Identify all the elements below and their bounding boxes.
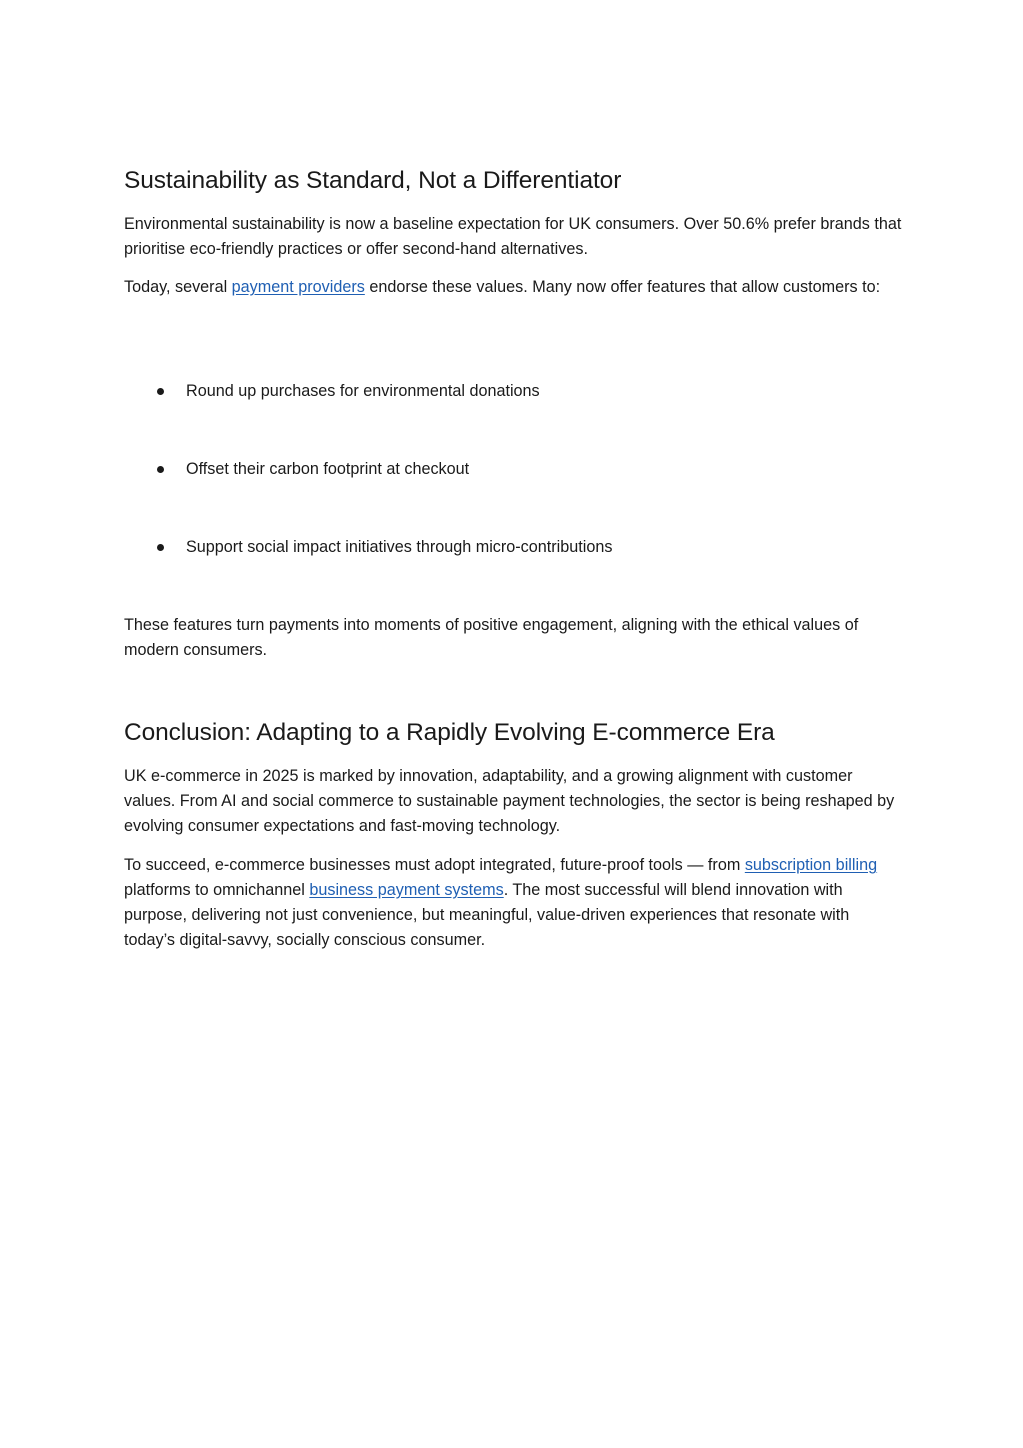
paragraph-text: platforms to omnichannel (124, 881, 310, 899)
business-payment-systems-link[interactable]: business payment systems (309, 881, 504, 899)
success-tools-paragraph (124, 853, 904, 953)
paragraph-text: . The most successful will blend innovation with purpose, delivering not just convenience, but meaningful, value-driven experiences that resonate with today’s digital-savvy, socially conscious consumer. (124, 881, 850, 949)
features-summary-paragraph: These features turn payments into moments of positive engagement, aligning with the ethical values of modern consumers. (124, 616, 859, 659)
subscription-billing-link[interactable]: subscription billing (744, 856, 878, 874)
payment-providers-paragraph (124, 275, 880, 300)
list-item-text: Round up purchases for environmental donations (186, 382, 540, 400)
bullet-icon (157, 388, 164, 395)
paragraph-text: endorse these values. Many now offer features that allow customers to: (364, 278, 881, 296)
list-item-text: Offset their carbon footprint at checkout (186, 460, 470, 478)
bullet-icon (157, 544, 164, 551)
list-item-text: Support social impact initiatives through micro-contributions (186, 538, 613, 556)
conclusion-paragraph: UK e-commerce in 2025 is marked by innovation, adaptability, and a growing alignment with customer values. From AI and social commerce to sustainable payment technologies, the sector is being reshaped by evolving consumer expectations and fast-moving technology. (124, 767, 895, 835)
sustainability-intro-paragraph: Environmental sustainability is now a baseline expectation for UK consumers. Over 50.6% prefer brands that prioritise eco-friendly practices or offer second-hand alternatives. (124, 215, 902, 258)
paragraph-text: Today, several (124, 278, 232, 296)
payment-providers-link[interactable]: payment providers (231, 278, 365, 296)
section-heading-sustainability: Sustainability as Standard, Not a Differentiator (124, 167, 622, 194)
section-heading-conclusion: Conclusion: Adapting to a Rapidly Evolving E-commerce Era (124, 719, 775, 746)
list-item (124, 457, 966, 482)
list-item (124, 535, 966, 560)
bullet-icon (157, 466, 164, 473)
paragraph-text: To succeed, e-commerce businesses must adopt integrated, future-proof tools — from (124, 856, 745, 874)
list-item (124, 379, 966, 404)
